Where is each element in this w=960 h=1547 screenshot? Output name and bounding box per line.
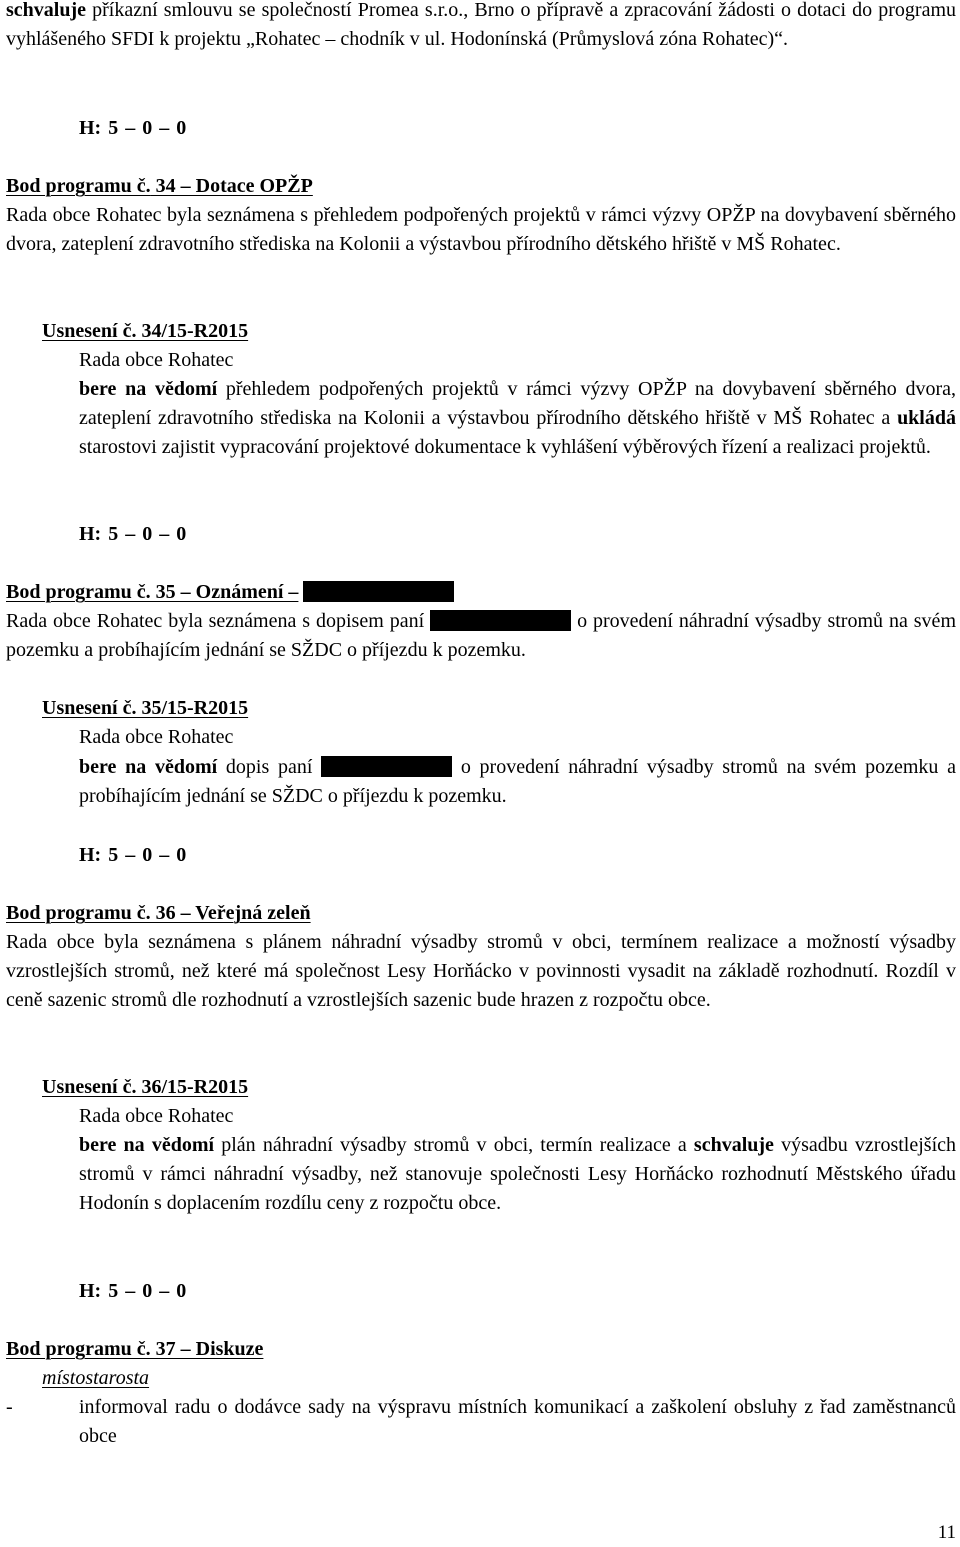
page-number: 11: [937, 1522, 956, 1543]
redacted-name-block: [303, 581, 454, 602]
item36-resolution-text: [79, 1131, 956, 1218]
item37-speaker: [42, 1364, 956, 1393]
item35-resolution-subject: Rada obce Rohatec: [79, 726, 234, 748]
item36-res-bold1: bere na vědomí: [79, 1134, 215, 1156]
item36-resolution-title: [42, 1073, 956, 1102]
item35-res-bold1: bere na vědomí: [79, 756, 218, 778]
item35-body-before: Rada obce Rohatec byla seznámena s dopisem paní: [6, 610, 425, 632]
item36-heading-text: Bod programu č. 36 – Veřejná zeleň: [6, 902, 311, 924]
item36-resolution-title-text: Usnesení č. 36/15-R2015: [42, 1076, 249, 1098]
item36-body: Rada obce byla seznámena s plánem náhradní výsadby stromů v obci, termínem realizace a možností výsadby vzrostlejších stromů, než které má společnost Lesy Horňácko v povinnosti vysadit na základě rozhodnutí. Rozdíl v ceně sazenic stromů dle rozhodnutí a vzrostlejších sazenic bude hrazen z rozpočtu obce.: [6, 931, 956, 1011]
vote-result: H: 5 – 0 – 0: [79, 1280, 187, 1302]
redacted-name-block: [321, 756, 452, 777]
redacted-name-block: [430, 610, 571, 631]
item34-heading: [6, 172, 956, 201]
item34-body: Rada obce Rohatec byla seznámena s přehledem podpořených projektů v rámci výzvy OPŽP na dovybavení sběrného dvora, zateplení zdravotního střediska na Kolonii a výstavbou přírodního dětského hřiště v MŠ Rohatec.: [6, 204, 956, 255]
vote-result: H: 5 – 0 – 0: [79, 117, 187, 139]
item35-res-text-after: o provedení náhradní výsadby stromů na svém pozemku a probíhajícím jednání se SŽDC o příjezdu k pozemku.: [79, 756, 956, 807]
item37-heading-text: Bod programu č. 37 – Diskuze: [6, 1338, 264, 1360]
item34-resolution-subject: Rada obce Rohatec: [79, 349, 234, 371]
item37-point-text: informoval radu o dodávce sady na výspravu místních komunikací a zaškolení obsluhy z řad zaměstnanců obce: [79, 1396, 956, 1447]
item36-res-text1: plán náhradní výsadby stromů v obci, termín realizace a: [214, 1134, 694, 1156]
intro-paragraph: [6, 0, 956, 54]
item35-resolution-text: [79, 753, 956, 811]
item35-heading-text: Bod programu č. 35 – Oznámení –: [6, 581, 299, 603]
item34-res-text2: starostovi zajistit vypracování projektové dokumentace k vyhlášení výběrových řízení a realizaci projektů.: [79, 436, 931, 458]
item35-resolution-title-text: Usnesení č. 35/15-R2015: [42, 697, 249, 719]
item34-resolution-title-text: Usnesení č. 34/15-R2015: [42, 320, 249, 342]
item34-res-bold2: ukládá: [897, 407, 956, 429]
item35-res-text-before: dopis paní: [217, 756, 313, 778]
item34-resolution-title: [42, 317, 956, 346]
item37-heading: [6, 1335, 956, 1364]
item34-heading-prefix: Bod programu č.: [6, 175, 151, 197]
item36-res-text2: výsadbu vzrostlejších stromů v rámci náhradní výsadby, než stanovuje společnosti Lesy Horňácko rozhodnutí Městského úřadu Hodonín s doplacením rozdílu ceny z rozpočtu obce.: [79, 1134, 956, 1214]
item36-resolution-subject: Rada obce Rohatec: [79, 1105, 234, 1127]
list-bullet-dash: -: [6, 1396, 13, 1418]
item34-res-bold1: bere na vědomí: [79, 378, 218, 400]
item34-res-text1: přehledem podpořených projektů v rámci výzvy OPŽP na dovybavení sběrného dvora, zateplení zdravotního střediska na Kolonii a výstavbou přírodního dětského hřiště v MŠ Rohatec a: [79, 378, 956, 429]
item34-resolution-text: [79, 375, 956, 462]
item36-heading: [6, 899, 956, 928]
item37-speaker-text: místostarosta: [42, 1367, 150, 1389]
intro-bold-lead: schvaluje: [6, 0, 86, 21]
vote-result: H: 5 – 0 – 0: [79, 523, 187, 545]
item35-resolution-title: [42, 694, 956, 723]
item36-res-bold2: schvaluje: [693, 1134, 774, 1156]
intro-text: příkazní smlouvu se společností Promea s.r.o., Brno o přípravě a zpracování žádosti o dotaci do programu vyhlášeného SFDI k projektu „Rohatec – chodník v ul. Hodonínská (Průmyslová zóna Rohatec)“.: [6, 0, 956, 50]
item35-body-after: o provedení náhradní výsadby stromů na svém pozemku a probíhajícím jednání se SŽDC o příjezdu k pozemku.: [6, 610, 956, 661]
item35-body: [6, 607, 956, 665]
item35-heading: [6, 578, 956, 607]
item34-heading-rest: 34 – Dotace OPŽP: [150, 175, 313, 197]
vote-result: H: 5 – 0 – 0: [79, 844, 187, 866]
